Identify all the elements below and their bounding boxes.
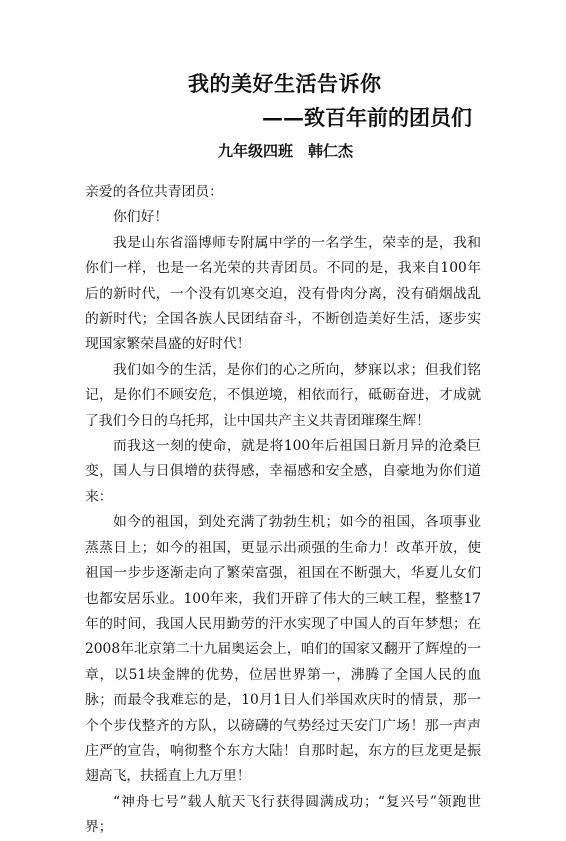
document-title: 我的美好生活告诉你 <box>188 71 382 96</box>
salutation: 亲爱的各位共青团员： <box>85 184 223 200</box>
paragraph-achievements: 如今的祖国，到处充满了勃勃生机；如今的祖国，各项事业蒸蒸日上；如今的祖国，更显示出顽强的生命力！改革开放，使祖国一步步逐渐走向了繁荣富强，祖国在不断强大，华夏儿女们也都安居乐业。100年来，我们开辟了伟大的三峡工程，整整17年的时间，我国人民用勤劳的汗水实现了中国人的百年梦想；在2008年北京第二十九届奥运会上，咱们的国家又翻开了辉煌的一章，以51块金牌的优势，位居世界第一，沸腾了全国人民的血脉；而最令我难忘的是，10月1日人们举国欢庆时的情景，那一个个步伐整齐的方队，以磅礴的气势经过天安门广场！那一声声庄严的宣告，响彻整个东方大陆！自那时起，东方的巨龙更是振翅高飞，扶摇直上九万里！ <box>85 514 481 785</box>
document-subtitle: ——致百年前的团员们 <box>262 105 472 130</box>
paragraph-mission: 而我这一刻的使命，就是将100年后祖国日新月异的沧桑巨变，国人与日俱增的获得感，幸福感和安全感，自豪地为你们道来： <box>85 438 481 505</box>
document-author: 九年级四班 韩仁杰 <box>218 142 354 160</box>
paragraph-intro: 我是山东省淄博师专附属中学的一名学生，荣幸的是，我和你们一样，也是一名光荣的共青团员。不同的是，我来自100年后的新时代，一个没有饥寒交迫，没有骨肉分离，没有硝烟战乱的新时代；全国各族人民团结奋斗，不断创造美好生活，逐步实现国家繁荣昌盛的好时代！ <box>85 234 481 353</box>
document-body <box>85 180 481 841</box>
paragraph-spaceflight: “神舟七号”载人航天飞行获得圆满成功；“复兴号”领跑世界； <box>85 793 481 836</box>
paragraph-gratitude: 我们如今的生活，是你们的心之所向，梦寐以求；但我们铭记，是你们不顾安危，不惧逆境，相依而行，砥砺奋进，才成就了我们今日的乌托邦，让中国共产主义共青团璀璨生辉！ <box>85 361 481 429</box>
paragraph-greeting: 你们好！ <box>113 209 169 226</box>
